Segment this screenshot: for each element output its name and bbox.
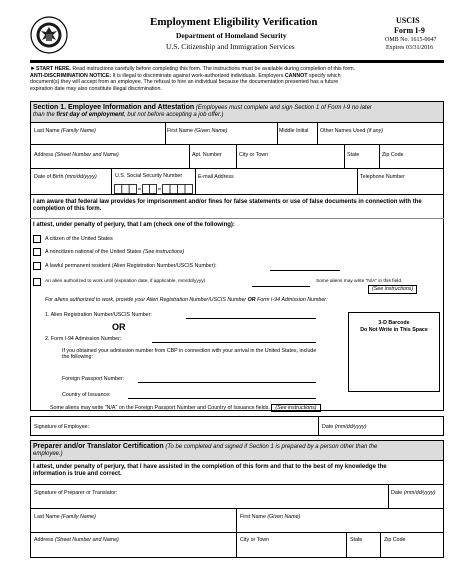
citizen-label: A citizen of the United States [45, 236, 113, 242]
form-title: Employment Eligibility Verification [150, 16, 318, 28]
country-label: Country of Issuance: [62, 392, 111, 398]
preparer-city-field[interactable] [237, 546, 345, 556]
preparer-last-name-label: Last Name (Family Name) [34, 514, 96, 520]
dhs-seal [30, 16, 68, 54]
alien-authorized-checkbox[interactable] [33, 278, 41, 286]
employee-signature-label: Signature of Employee: [34, 424, 90, 430]
zip-label: Zip Code [382, 152, 404, 158]
agency-name: U.S. Citizenship and Immigration Services [166, 42, 295, 51]
divider [388, 484, 389, 508]
preparer-first-name-field[interactable] [237, 522, 443, 531]
employee-date-label: Date (mm/dd/yyyy) [322, 424, 367, 430]
preparer-attest: I attest, under penalty of perjury, that I have assisted in the completion of this form and that to the best of my knowledge the information is true and correct. [33, 464, 387, 477]
country-field[interactable] [128, 398, 316, 399]
alien-expiration-field[interactable] [252, 286, 310, 287]
first-name-label: First Name (Given Name) [167, 128, 228, 134]
na-instruction: Some aliens may write "N/A" on the Foreign Passport Number and Country of Issuance fields. (See instructions) [50, 404, 321, 412]
apt-number-label: Apt. Number [192, 152, 222, 158]
email-field[interactable] [196, 184, 356, 193]
lpr-number-field[interactable] [270, 270, 340, 271]
preparer-zip-label: Zip Code [384, 537, 406, 543]
employee-signature-field[interactable] [110, 418, 315, 434]
aware-statement: I am aware that federal law provides for imprisonment and/or fines for false statements or use of false documents in connection with the completion of this form. [33, 199, 422, 212]
citizen-checkbox[interactable] [33, 235, 41, 243]
rule [30, 144, 444, 145]
rule [30, 532, 444, 533]
dob-label: Date of Birth (mm/dd/yyyy) [34, 174, 97, 180]
omb-number: OMB No. 1615-0047 [385, 37, 437, 43]
preparer-zip-field[interactable] [381, 546, 443, 556]
zip-field[interactable] [380, 160, 443, 168]
rule [30, 122, 444, 123]
lpr-label: A lawful permanent resident (Alien Registration Number/USCIS Number): [45, 263, 217, 269]
lpr-checkbox[interactable] [33, 262, 41, 270]
form-number: Form I-9 [394, 26, 425, 35]
department-name: Department of Homeland Security [176, 31, 287, 40]
address-label: Address (Street Number and Name) [34, 152, 119, 158]
phone-field[interactable] [358, 184, 443, 193]
or-separator: OR [112, 322, 126, 332]
phone-label: Telephone Number [360, 174, 405, 180]
alien-note-hint: (See instructions) [368, 285, 417, 294]
preparer-state-field[interactable] [347, 546, 379, 556]
cbp-instruction: If you obtained your admission number from CBP in connection with your arrival in the United States, include the following: [62, 348, 317, 361]
alien-registration-field[interactable] [186, 318, 316, 319]
ssn-label: U.S. Social Security Number [115, 173, 183, 179]
dob-field[interactable] [31, 184, 110, 193]
preparer-state-label: State [350, 537, 363, 543]
preparer-signature-field[interactable] [31, 497, 386, 506]
barcode-title: 3-D Barcode [378, 320, 410, 326]
expiration: Expires 03/31/2016 [386, 45, 434, 51]
preparer-date-label: Date (mm/dd/yyyy) [391, 490, 436, 496]
divider [111, 168, 112, 194]
alien-registration-label: 1. Alien Registration Number/USCIS Number: [45, 312, 152, 318]
rule [30, 168, 444, 169]
middle-initial-field[interactable] [278, 136, 316, 144]
section1-title: Section 1. Employee Information and Attestation (Employees must complete and sign Section 1 of Form I-9 no later than the first day of employment, but not before accepting a job offer.) [33, 104, 372, 118]
i94-field[interactable] [152, 342, 316, 343]
other-names-field[interactable] [318, 136, 443, 144]
alien-note: Some aliens may write "N/A" in this field. [316, 279, 403, 284]
other-names-label: Other Names Used (if any) [320, 128, 384, 134]
rule [30, 508, 444, 509]
passport-label: Foreign Passport Number: [62, 376, 125, 382]
last-name-label: Last Name (Family Name) [34, 128, 96, 134]
ssn-boxes[interactable] [114, 181, 194, 191]
alien-authorized-label: An alien authorized to work until (expiration date, if applicable, mm/dd/yyyy) [45, 279, 206, 284]
preparer-city-label: City or Town [240, 537, 270, 543]
aliens-number-instruction: For aliens authorized to work, provide your Alien Registration Number/USCIS Number OR Form I-94 Admission Number: [45, 297, 328, 303]
preparer-title: Preparer and/or Translator Certification (To be completed and signed if Section 1 is prepared by a person other than the employee.) [33, 443, 378, 457]
preparer-first-name-label: First Name (Given Name) [240, 514, 301, 520]
header-rule [30, 60, 444, 63]
preparer-address-label: Address (Street Number and Name) [34, 537, 119, 543]
noncitizen-national-label: A noncitizen national of the United States (See instructions) [45, 249, 185, 255]
i94-label: 2. Form I-94 Admission Number: [45, 336, 122, 342]
rule [30, 218, 444, 219]
first-name-field[interactable] [166, 136, 276, 144]
agency-code: USCIS [396, 16, 420, 25]
address-field[interactable] [31, 160, 188, 168]
anti-discrimination-notice: ANTI-DISCRIMINATION NOTICE: It is illegal to discriminate against work-authorized individuals. Employers CANNOT specify which document(s) they will accept from an employee. The refusal to hire an individual because the documentation presented has a future expiration date may also constitute illegal discrimination. [30, 73, 341, 92]
city-label: City or Town [239, 152, 269, 158]
barcode-subtitle: Do Not Write in This Space [360, 327, 428, 333]
attest-statement: I attest, under penalty of perjury, that I am (check one of the following): [33, 222, 235, 228]
rule [30, 460, 444, 461]
preparer-signature-label: Signature of Preparer or Translator: [34, 490, 118, 496]
noncitizen-national-checkbox[interactable] [33, 248, 41, 256]
state-field[interactable] [345, 160, 378, 168]
divider [318, 416, 319, 436]
passport-field[interactable] [138, 382, 316, 383]
email-label: E-mail Address [198, 174, 234, 180]
middle-initial-label: Middle Initial [279, 128, 309, 134]
start-here-notice: ►START HERE. Read instructions carefully before completing this form. The instructions must be available during completion of this form. [30, 66, 356, 72]
preparer-address-field[interactable] [31, 546, 235, 556]
city-field[interactable] [237, 160, 343, 168]
rule [30, 194, 444, 195]
state-label: State [347, 152, 360, 158]
preparer-last-name-field[interactable] [31, 522, 235, 531]
last-name-field[interactable] [31, 136, 164, 144]
rule [30, 484, 444, 485]
apt-field[interactable] [190, 160, 235, 168]
